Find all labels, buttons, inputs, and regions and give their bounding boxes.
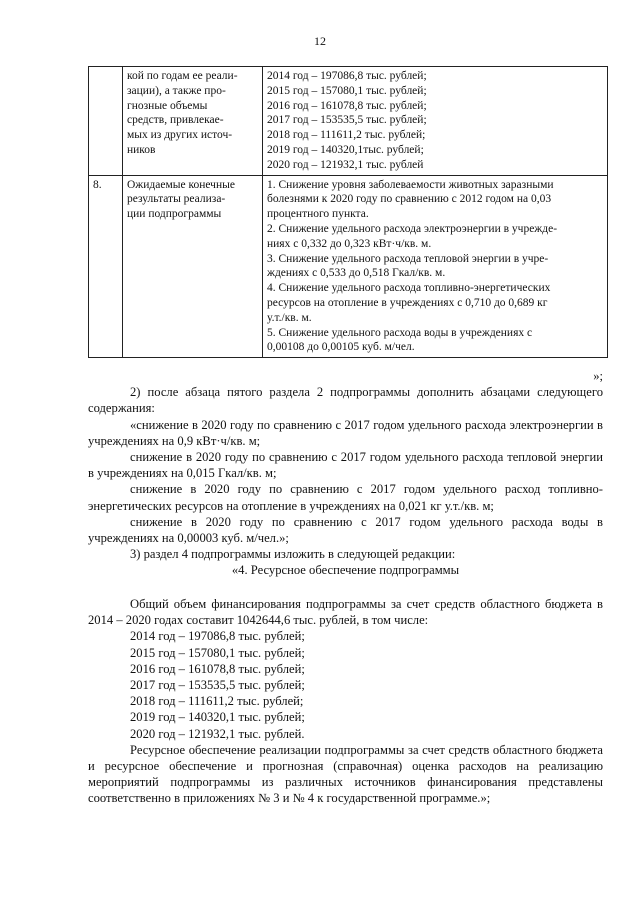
value-line: 2019 год – 140320,1тыс. рублей; (267, 143, 424, 156)
label-line: зации), а также про- (127, 84, 226, 97)
value-line: ниях с 0,332 до 0,323 кВт·ч/кв. м. (267, 237, 432, 250)
list-item: 2017 год – 153535,5 тыс. рублей; (130, 678, 305, 693)
paragraph: 3) раздел 4 подпрограммы изложить в следующей редакции: (130, 547, 456, 562)
value-line: 4. Снижение удельного расхода топливно-энергетических (267, 282, 551, 295)
value-line: 2020 год – 121932,1 тыс. рублей (267, 158, 424, 171)
label-line: кой по годам ее реали- (127, 70, 238, 82)
label-line: мых из других источ- (127, 129, 233, 142)
row-number-cell (89, 67, 123, 176)
label-line: Ожидаемые конечные (127, 178, 235, 191)
paragraph: Общий объем финансирования подпрограммы за счет средств областного бюджета в 2014 – 2020 годах составит 1042644,6 тыс. рублей, в том числе: (88, 597, 603, 628)
quoted-paragraph: снижение в 2020 году по сравнению с 2017 годом удельного расход топливно-энергетических ресурсов на отопление в учреждениях на 0,021 кг у.т./кв. м; (88, 482, 603, 513)
value-line: ресурсов на отопление в учреждениях с 0,710 до 0,689 кг (267, 296, 548, 309)
value-line: 2014 год – 197086,8 тыс. рублей; (267, 70, 427, 82)
value-line: 2018 год – 111611,2 тыс. рублей; (267, 129, 426, 142)
paragraph: Ресурсное обеспечение реализации подпрограммы за счет средств областного бюджета и ресурсное обеспечение и прогнозная (справочная) оценка расходов на реализацию мероприятий подпрограммы из различных источников финансирования представлены соответственно в приложениях № 3 и № 4 к государственной программе.»; (88, 742, 603, 806)
value-line: 2015 год – 157080,1 тыс. рублей; (267, 84, 427, 97)
value-line: у.т./кв. м. (267, 311, 312, 324)
row-number-cell: 8. (89, 175, 123, 358)
list-item: 2015 год – 157080,1 тыс. рублей; (130, 645, 305, 660)
amendment-text (88, 368, 603, 579)
list-item: 2020 год – 121932,1 тыс. рублей. (130, 726, 305, 741)
list-item: 2018 год – 111611,2 тыс. рублей; (130, 694, 304, 709)
table-row (89, 67, 608, 176)
list-item: 2019 год – 140320,1 тыс. рублей; (130, 710, 305, 725)
label-line: ников (127, 143, 156, 156)
row-label-cell (123, 175, 263, 358)
label-line: средств, привлекае- (127, 114, 224, 127)
value-line: процентного пункта. (267, 208, 369, 221)
paragraph: 2) после абзаца пятого раздела 2 подпрограммы дополнить абзацами следующего содержания: (88, 385, 603, 416)
funding-text (88, 596, 603, 807)
row-label-cell (123, 67, 263, 176)
value-line: 2017 год – 153535,5 тыс. рублей; (267, 114, 427, 127)
list-item: 2016 год – 161078,8 тыс. рублей; (130, 661, 305, 676)
value-line: ждениях с 0,533 до 0,518 Гкал/кв. м. (267, 267, 446, 280)
value-line: 2016 год – 161078,8 тыс. рублей; (267, 99, 427, 112)
row-value-cell (263, 67, 608, 176)
value-line: 2. Снижение удельного расхода электроэнергии в учрежде- (267, 222, 558, 235)
row-value-cell (263, 175, 608, 358)
value-line: болезнями к 2020 году по сравнению с 2012 годом на 0,03 (267, 193, 552, 206)
label-line: гнозные объемы (127, 99, 208, 112)
value-line: 0,00108 до 0,00105 куб. м/чел. (267, 341, 415, 354)
value-line: 3. Снижение удельного расхода тепловой энергии в учре- (267, 252, 549, 265)
value-line: 1. Снижение уровня заболеваемости животных заразными (267, 178, 554, 191)
value-line: 5. Снижение удельного расхода воды в учреждениях с (267, 326, 533, 339)
page-number: 12 (314, 34, 326, 48)
quoted-paragraph: снижение в 2020 году по сравнению с 2017 годом удельного расхода воды в учреждениях на 0,00003 куб. м/чел.»; (88, 514, 603, 546)
closing-quote: »; (593, 369, 603, 383)
subprogram-passport-table (88, 66, 608, 358)
quoted-paragraph: «снижение в 2020 году по сравнению с 2017 годом удельного расхода электроэнергии в учреждениях на 0,9 кВт·ч/кв. м; (88, 417, 603, 448)
label-line: результаты реализа- (127, 193, 226, 206)
table-row (89, 175, 608, 358)
section-title: «4. Ресурсное обеспечение подпрограммы (231, 563, 460, 578)
list-item: 2014 год – 197086,8 тыс. рублей; (130, 629, 305, 644)
label-line: ции подпрограммы (127, 208, 222, 221)
quoted-paragraph: снижение в 2020 году по сравнению с 2017 годом удельного расхода тепловой энергии в учреждениях на 0,015 Гкал/кв. м; (88, 450, 603, 481)
funding-by-year-list (88, 628, 603, 741)
